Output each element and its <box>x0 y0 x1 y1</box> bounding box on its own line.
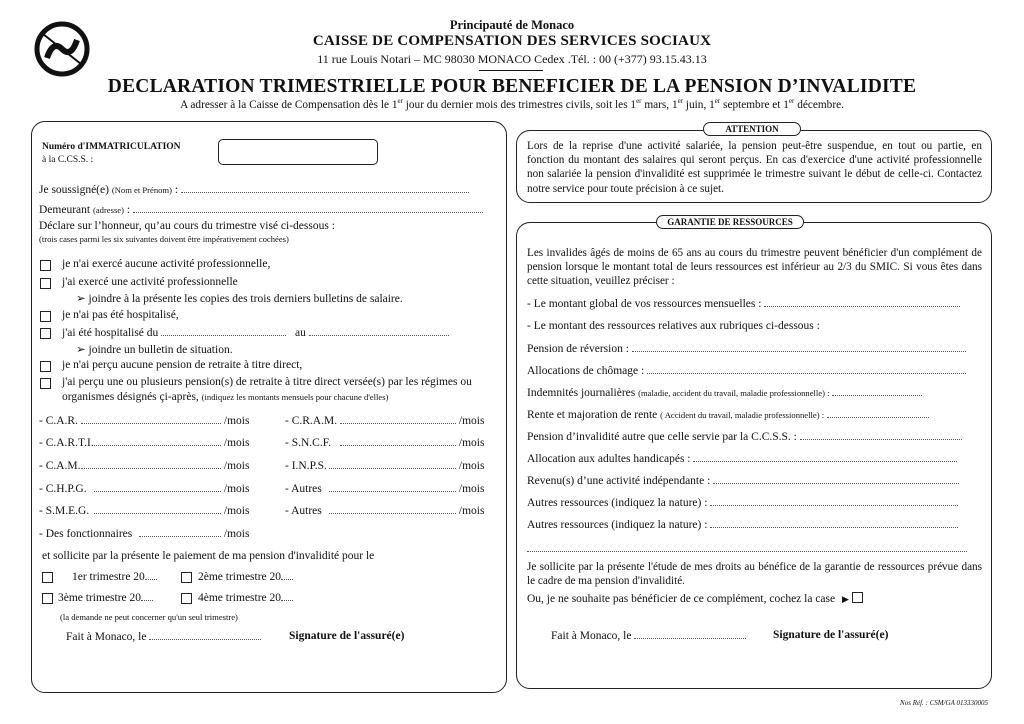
date-field-right[interactable] <box>634 629 746 639</box>
regime-label: - Des fonctionnaires <box>39 528 133 540</box>
declare-hint: (trois cases parmi les six suivantes doivent être impérativement cochées) <box>39 234 289 244</box>
regime-amount-field[interactable] <box>94 504 221 514</box>
regime-amount-field[interactable] <box>94 482 221 492</box>
attention-text: Lors de la reprise d'une activité salariée, la pension peut-être suspendue, en tout ou partie, en fonction du montant des salaires qui seront perçus. En cas d'exercice d'une activité professionnelle non salariée la pension d'invalidité est supprimée le trimestre suivant le début de celle-ci. Contactez notre service pour toute précision à ce sujet. <box>527 140 982 195</box>
checkbox-activity[interactable] <box>40 278 51 289</box>
hospital-to-field[interactable] <box>309 326 449 336</box>
trimestre-2-year-field[interactable] <box>281 570 293 580</box>
checkbox-not-hospitalised[interactable] <box>40 311 51 322</box>
checkbox-trimestre-4[interactable] <box>181 593 192 604</box>
ressource-row: Revenu(s) d’une activité indépendante : <box>527 474 959 487</box>
checkbox-no-pension[interactable] <box>40 361 51 372</box>
regime-label: - C.A.R.T.I. <box>39 437 94 449</box>
garantie-sollicite: Je sollicite par la présente l'étude de mes droits au bénéfice de la garantie de ressources prévue dans le cadre de ma pension d'invalidité. <box>527 561 982 587</box>
page-title: DECLARATION TRIMESTRIELLE POUR BENEFICIER DE LA PENSION D’INVALIDITE <box>107 76 917 97</box>
ressource-amount-field[interactable] <box>710 496 958 506</box>
option-activity: j'ai exercé une activité professionnelle <box>62 276 238 288</box>
regime-row: - C.A.R.T.I. /mois <box>39 437 250 449</box>
regime-amount-field[interactable] <box>81 414 221 424</box>
trimestre-1-year-field[interactable] <box>145 570 157 580</box>
signature-label-left: Signature de l'assuré(e) <box>289 630 405 642</box>
ressources-global-field[interactable] <box>764 297 960 307</box>
soussigne-row <box>39 183 469 196</box>
regime-label: - I.N.P.S. <box>285 460 327 472</box>
fait-row-left: Fait à Monaco, le <box>66 630 261 643</box>
trimestre-4: 4ème trimestre 20 <box>198 591 293 604</box>
regime-label: - Autres <box>285 505 322 517</box>
reference-code: Nos Réf. : CSM/GA 013330005 <box>900 699 988 707</box>
ressource-row: Autres ressources (indiquez la nature) : <box>527 496 958 509</box>
trimestre-2: 2ème trimestre 20 <box>198 570 293 583</box>
regime-row: - I.N.P.S. /mois <box>285 460 485 472</box>
sub-bullet-salaires: ➢ joindre à la présente les copies des trois derniers bulletins de salaire. <box>76 293 403 305</box>
regime-amount-field[interactable] <box>329 482 456 492</box>
fait-row-right: Fait à Monaco, le <box>551 629 746 642</box>
principality-label: Principauté de Monaco <box>449 18 575 32</box>
regime-row: - C.H.P.G. /mois <box>39 483 250 495</box>
option-pension: j'ai perçu une ou plusieurs pension(s) de retraite à titre direct versée(s) par les régimes ou <box>62 376 472 388</box>
header-divider <box>479 70 543 71</box>
ressource-row: Allocation aux adultes handicapés : <box>527 452 957 465</box>
demeurant-row <box>39 203 483 216</box>
option-pension-line2: organismes désignés çi-après, (indiquez les montants mensuels pour chacune d'elles) <box>62 391 389 403</box>
ressource-amount-field[interactable] <box>632 342 966 352</box>
ressource-row: Pension de réversion : <box>527 342 966 355</box>
regime-label: - C.H.P.G. <box>39 483 87 495</box>
date-field-left[interactable] <box>149 630 261 640</box>
ressource-amount-field[interactable] <box>713 474 959 484</box>
regime-label: - Autres <box>285 483 322 495</box>
ressource-amount-field[interactable] <box>800 430 962 440</box>
immat-label: Numéro d'IMMATRICULATION <box>42 142 181 152</box>
ressource-row: Allocations de chômage : <box>527 364 966 377</box>
regime-label: - S.N.C.F. <box>285 437 332 449</box>
ressource-row: Rente et majoration de rente ( Accident du travail, maladie professionnelle) : <box>527 408 929 421</box>
ressource-row: Autres ressources (indiquez la nature) : <box>527 518 958 531</box>
checkbox-trimestre-2[interactable] <box>181 572 192 583</box>
ressource-amount-field[interactable] <box>693 452 957 462</box>
regime-row: - Des fonctionnaires /mois <box>39 528 250 540</box>
regime-row: - S.N.C.F. /mois <box>285 437 485 449</box>
trimestre-3: 3ème trimestre 20 <box>58 591 153 604</box>
trimestre-note: (la demande ne peut concerner qu'un seul trimestre) <box>60 612 238 622</box>
immat-input[interactable] <box>218 139 378 165</box>
soussigne-hint: (Nom et Prénom) <box>111 185 172 195</box>
garantie-intro: Les invalides âgés de moins de 65 ans au cours du trimestre peuvent bénéficier d'un complément de pension lorsque le montant total de leurs ressources est inférieur au 2/3 du SMIC. Si vous êtes dans cette situation, veuillez préciser : <box>527 247 982 288</box>
ressource-row: Indemnités journalières (maladie, accident du travail, maladie professionnelle) : <box>527 386 922 399</box>
regime-amount-field[interactable] <box>94 436 221 446</box>
option-hospitalised-row: j'ai été hospitalisé du au <box>62 326 449 339</box>
signature-label-right: Signature de l'assuré(e) <box>773 629 889 641</box>
demeurant-label: Demeurant <box>39 204 91 216</box>
garantie-label: GARANTIE DE RESSOURCES <box>656 215 804 229</box>
arrow-bullet-icon: ➢ <box>76 344 86 356</box>
checkbox-trimestre-3[interactable] <box>42 593 53 604</box>
arrow-right-icon: ▶ <box>842 594 849 604</box>
adresse-field[interactable] <box>133 203 483 213</box>
checkbox-no-activity[interactable] <box>40 260 51 271</box>
extra-line-field[interactable] <box>527 539 967 557</box>
checkbox-refus[interactable] <box>852 592 863 603</box>
arrow-bullet-icon: ➢ <box>76 293 86 305</box>
sub-bullet-situation: ➢ joindre un bulletin de situation. <box>76 344 233 356</box>
organization-name: CAISSE DE COMPENSATION DES SERVICES SOCIAUX <box>312 33 712 49</box>
declare-text: Déclare sur l’honneur, qu’au cours du trimestre visé ci-dessous : <box>39 220 335 232</box>
immat-sublabel: à la C.CS.S. : <box>42 155 94 165</box>
ressource-amount-field[interactable] <box>647 364 966 374</box>
regime-row: - C.R.A.M. /mois <box>285 415 485 427</box>
regime-label: - C.A.R. <box>39 415 78 427</box>
trimestre-1: 1er trimestre 20 <box>72 570 157 583</box>
trimestre-3-year-field[interactable] <box>141 591 153 601</box>
regime-row: - S.M.E.G. /mois <box>39 505 250 517</box>
regime-amount-field[interactable] <box>81 459 221 469</box>
regime-amount-field[interactable] <box>329 504 456 514</box>
option-no-activity: je n'ai exercé aucune activité professionnelle, <box>62 258 271 270</box>
checkbox-trimestre-1[interactable] <box>42 572 53 583</box>
regime-row: - C.A.M. /mois <box>39 460 250 472</box>
ressources-global-row: - Le montant global de vos ressources mensuelles : <box>527 297 960 310</box>
regime-row: - Autres /mois <box>285 505 485 517</box>
hospital-from-field[interactable] <box>161 326 286 336</box>
page-subtitle: A adresser à la Caisse de Compensation dès le 1er jour du dernier mois des trimestres civils, soit les 1er mars, 1er juin, 1er septembre et 1er décembre. <box>180 97 844 111</box>
refus-row: Ou, je ne souhaite pas bénéficier de ce complément, cochez la case ▶ <box>527 592 863 605</box>
organization-address: 11 rue Louis Notari – MC 98030 MONACO Cedex .Tél. : 00 (+377) 93.15.43.13 <box>317 52 707 66</box>
regime-amount-field[interactable] <box>340 414 456 424</box>
option-no-pension: je n'ai perçu aucune pension de retraite à titre direct, <box>62 359 303 371</box>
ressources-relatives-text: - Le montant des ressources relatives aux rubriques ci-dessous : <box>527 320 820 332</box>
attention-label: ATTENTION <box>703 122 801 136</box>
regime-amount-field[interactable] <box>340 436 456 446</box>
demeurant-hint: (adresse) <box>92 205 124 215</box>
regime-label: - C.R.A.M. <box>285 415 338 427</box>
option-not-hospitalised: je n'ai pas été hospitalisé, <box>62 309 179 321</box>
checkbox-hospitalised[interactable] <box>40 328 51 339</box>
soussigne-label: Je soussigné(e) <box>39 184 109 196</box>
nom-prenom-field[interactable] <box>181 183 469 193</box>
demeurant-colon: : <box>126 204 131 216</box>
checkbox-pension[interactable] <box>40 378 51 389</box>
regime-row: - Autres /mois <box>285 483 485 495</box>
regime-label: - S.M.E.G. <box>39 505 90 517</box>
ressource-amount-field[interactable] <box>710 518 958 528</box>
regime-label: - C.A.M. <box>39 460 81 472</box>
trimestre-4-year-field[interactable] <box>281 591 293 601</box>
sollicite-text: et sollicite par la présente le paiement de ma pension d'invalidité pour le <box>42 550 375 562</box>
regime-amount-field[interactable] <box>329 459 456 469</box>
soussigne-colon: : <box>174 184 179 196</box>
ressource-row: Pension d’invalidité autre que celle servie par la C.C.S.S. : <box>527 430 962 443</box>
ressource-amount-field[interactable] <box>832 386 922 396</box>
regime-amount-field[interactable] <box>139 527 221 537</box>
ressource-amount-field[interactable] <box>827 408 929 418</box>
regime-row: - C.A.R. /mois <box>39 415 250 427</box>
